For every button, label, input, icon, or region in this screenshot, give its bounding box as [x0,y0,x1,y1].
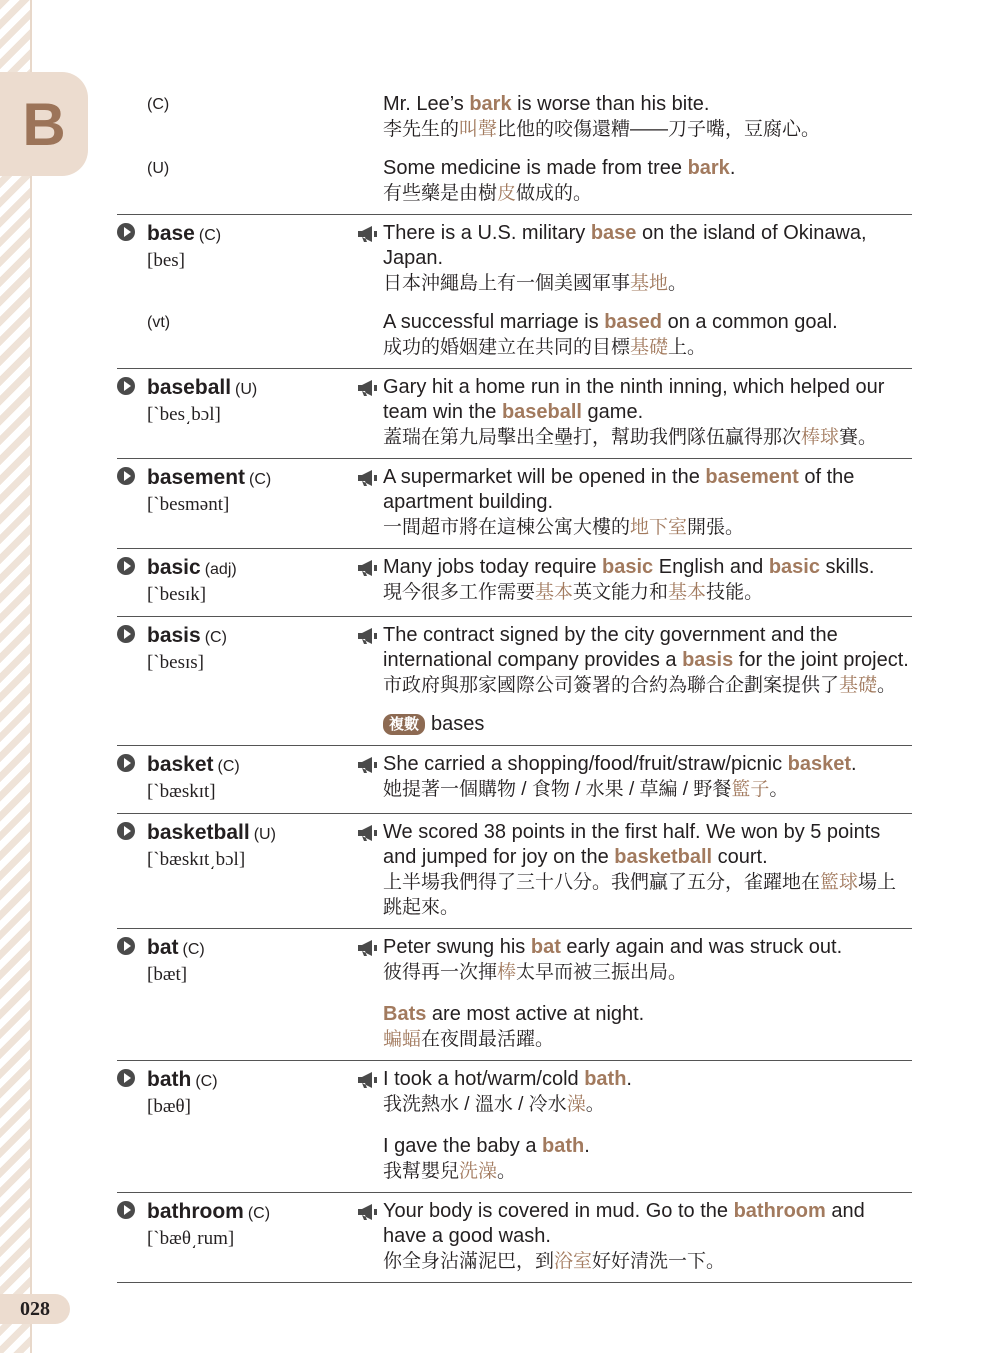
headword [147,1067,353,1094]
sense-row [117,820,912,920]
highlighted-keyword: 基本 [668,582,707,603]
audio-column [353,1199,383,1274]
text-run: for the joint project. [733,649,909,671]
example-sentence-en [383,1134,912,1159]
text-run: of the apartment building. [383,466,855,513]
text-run: 有些藥是由樹 [383,183,498,204]
text-run: skills. [819,556,875,578]
part-of-speech: (U) [147,160,170,177]
text-run: A supermarket will be opened in the [383,466,706,488]
headword-text: basic [147,556,201,579]
phonetic-transcription: [`besɪk] [147,584,207,605]
audio-column [353,221,383,296]
example-sentence-en [383,1002,912,1027]
text-run: 現今很多工作需要 [383,582,536,603]
audio-column [353,1002,383,1052]
audio-column [353,375,383,450]
headword [147,623,353,650]
text-run: on a common goal. [662,311,838,333]
highlighted-keyword: 基本 [535,582,574,603]
sense-row [117,156,912,206]
text-run: 市政府與那家國際公司簽署的合約為聯合企劃案提供了 [383,675,840,696]
audio-column [353,820,383,920]
sense-row [117,623,912,737]
part-of-speech: (C) [249,471,272,488]
headword-column [117,92,353,142]
highlighted-keyword: bathroom [733,1200,826,1222]
play-icon[interactable] [117,557,135,575]
text-run: is worse than his bite. [511,93,710,115]
play-icon[interactable] [117,223,135,241]
sense-row [117,92,912,142]
example-column [383,375,912,450]
highlighted-keyword: 蝙蝠 [383,1029,422,1050]
text-run: Some medicine is made from tree [383,157,688,179]
example-sentence-en [383,1067,912,1092]
highlighted-keyword: Bats [383,1003,427,1025]
example-sentence-zh [383,515,912,540]
example-sentence-en [383,221,912,271]
section-letter-tab: B [0,72,88,176]
text-run: 在夜間最活躍。 [421,1029,555,1050]
part-of-speech: (vt) [147,314,171,331]
speaker-icon[interactable] [357,379,379,397]
dictionary-entry [117,813,912,928]
example-column [383,555,912,608]
sense-row [117,1134,912,1184]
part-of-speech: (C) [182,941,205,958]
text-run: 我幫嬰兒 [383,1161,460,1182]
audio-column [353,752,383,805]
play-icon[interactable] [117,625,135,643]
headword [147,820,353,847]
dictionary-entry [117,458,912,548]
highlighted-keyword: 地下室 [630,517,688,538]
text-run: We scored 38 points in the first half. We won by 5 points and jumped for joy on the [383,821,881,868]
example-sentence-en [383,375,912,425]
text-run: 比他的咬傷還糟——刀子嘴，豆腐心。 [497,119,821,140]
highlighted-keyword: basic [602,556,654,578]
play-icon[interactable] [117,1201,135,1219]
audio-column [353,623,383,737]
example-sentence-zh [383,117,912,142]
text-run: Many jobs today require [383,556,603,578]
example-sentence-en [383,156,912,181]
audio-column [353,1134,383,1184]
sense-row [117,1199,912,1274]
page-number: 028 [0,1294,70,1324]
highlighted-keyword: base [590,222,637,244]
dictionary-entry [117,214,912,368]
text-run: 開張。 [687,517,745,538]
sense-row [117,310,912,360]
example-sentence-zh [383,1249,912,1274]
example-sentence-en [383,465,912,515]
example-column [383,221,912,296]
text-run: and have a good wash. [383,1200,865,1247]
highlighted-keyword: 棒 [497,962,517,983]
text-run: 太早而被三振出局。 [516,962,688,983]
text-run: 上。 [668,337,707,358]
part-of-speech: (C) [198,227,222,244]
dictionary-entry [117,1060,912,1192]
text-run: 彼得再一次揮 [383,962,498,983]
highlighted-keyword: 籃子 [731,779,770,800]
highlighted-keyword: 浴室 [554,1251,593,1272]
sense-row [117,221,912,296]
dictionary-entry [117,616,912,745]
headword-text: basketball [147,821,250,844]
dictionary-entry [117,368,912,458]
highlighted-keyword: basis [682,649,734,671]
example-sentence-zh [383,777,912,802]
speaker-icon[interactable] [357,756,379,774]
text-run: Your body is covered in mud. Go to the [383,1200,734,1222]
example-sentence-zh [383,1092,912,1117]
example-column [383,935,912,988]
phonetic-transcription: [bes] [147,250,185,271]
phonetic-transcription: [`besɪs] [147,652,204,673]
headword-text: bath [147,1068,192,1091]
headword [147,221,353,248]
headword-column [117,752,353,805]
dictionary-entry [117,745,912,813]
text-run: English and [653,556,769,578]
highlighted-keyword: bark [469,93,512,115]
play-icon[interactable] [117,937,135,955]
example-sentence-en [383,1199,912,1249]
highlighted-keyword: basic [768,556,820,578]
text-run: 你全身沾滿泥巴，到 [383,1251,555,1272]
highlighted-keyword: bath [584,1068,627,1090]
part-of-speech: (U) [235,381,258,398]
highlighted-keyword: 基地 [630,273,669,294]
text-run: A successful marriage is [383,311,605,333]
example-sentence-en [383,555,912,580]
dictionary-entry [117,1192,912,1283]
entry-list [117,92,912,1283]
text-run: 蓋瑞在第九局擊出全壘打，幫助我們隊伍贏得那次 [383,427,802,448]
headword-column [117,310,353,360]
highlighted-keyword: 基礎 [630,337,669,358]
sense-row [117,935,912,988]
headword-text: baseball [147,376,232,399]
text-run: 李先生的 [383,119,460,140]
text-run: early again and was struck out. [560,936,843,958]
highlighted-keyword: based [604,311,663,333]
part-of-speech: (U) [253,826,276,843]
example-sentence-en [383,310,912,335]
highlighted-keyword: 基礎 [839,675,878,696]
headword-column [117,1067,353,1120]
part-of-speech: (C) [217,758,240,775]
highlighted-keyword: 籃球 [820,872,859,893]
speaker-icon[interactable] [357,824,379,842]
sense-row [117,1067,912,1120]
text-run: 她提著一個購物 / 食物 / 水果 / 草編 / 野餐 [383,779,732,800]
headword-text: basement [147,466,246,489]
headword-text: bat [147,936,179,959]
audio-column [353,1067,383,1120]
text-run: 上半場我們得了三十八分。我們贏了五分，雀躍地在 [383,872,821,893]
dictionary-entry [117,92,912,214]
text-run: 做成的。 [516,183,593,204]
example-sentence-zh [383,425,912,450]
part-of-speech: (adj) [204,561,237,578]
headword-column [117,221,353,296]
text-run: The contract signed by the city government and the international company provides a [383,624,838,671]
highlighted-keyword: bat [530,936,561,958]
play-icon[interactable] [117,754,135,772]
sense-row [117,465,912,540]
example-column [383,465,912,540]
text-run: 一間超市將在這棟公寓大樓的 [383,517,631,538]
audio-column [353,310,383,360]
decorative-stripe [0,0,32,1353]
headword-text: bathroom [147,1200,244,1223]
example-column [383,1134,912,1184]
play-icon[interactable] [117,377,135,395]
speaker-icon[interactable] [357,939,379,957]
speaker-icon[interactable] [357,559,379,577]
text-run: . [584,1135,590,1157]
text-run: court. [712,846,768,868]
play-icon[interactable] [117,1069,135,1087]
example-column [383,820,912,920]
text-run: I gave the baby a [383,1135,543,1157]
speaker-icon[interactable] [357,225,379,243]
example-sentence-zh [383,271,912,296]
highlighted-keyword: basketball [614,846,713,868]
example-column [383,623,912,737]
headword-column [117,156,353,206]
phonetic-transcription: [`bes͵bɔl] [147,404,221,425]
text-run: I took a hot/warm/cold [383,1068,585,1090]
text-run: are most active at night. [426,1003,645,1025]
example-column [383,752,912,805]
highlighted-keyword: baseball [501,401,582,423]
text-run: on the island of Okinawa, Japan. [383,222,867,269]
audio-column [353,92,383,142]
text-run: 英文能力和 [573,582,669,603]
text-run: 。 [497,1161,517,1182]
example-sentence-en [383,820,912,870]
example-column [383,1067,912,1120]
highlighted-keyword: 叫聲 [459,119,498,140]
part-of-speech: (C) [147,96,170,113]
text-run: 技能。 [706,582,764,603]
example-sentence-en [383,935,912,960]
headword-column [117,1134,353,1184]
phonetic-transcription: [bæθ] [147,1096,191,1117]
headword-text: basis [147,624,201,647]
highlighted-keyword: basket [787,753,852,775]
part-of-speech: (C) [195,1073,218,1090]
audio-column [353,465,383,540]
sense-row [117,752,912,805]
example-sentence-en [383,752,912,777]
part-of-speech: (C) [247,1205,271,1222]
headword [147,752,353,779]
headword-column [117,375,353,450]
text-run: 場上跳起來。 [383,872,897,918]
highlighted-keyword: basement [705,466,799,488]
highlighted-keyword: 洗澡 [459,1161,498,1182]
text-run: 成功的婚姻建立在共同的目標 [383,337,631,358]
phonetic-transcription: [bæt] [147,964,188,985]
highlighted-keyword: bark [687,157,730,179]
headword-column [117,935,353,988]
example-sentence-en [383,92,912,117]
headword [147,555,353,582]
text-run: She carried a shopping/food/fruit/straw/picnic [383,753,788,775]
text-run: 日本沖繩島上有一個美國軍事 [383,273,631,294]
audio-column [353,156,383,206]
speaker-icon[interactable] [357,469,379,487]
text-run: 。 [877,675,897,696]
speaker-icon[interactable] [357,1203,379,1221]
example-sentence-zh [383,870,912,920]
headword [147,1199,353,1226]
plural-form [383,712,912,737]
example-sentence-zh [383,580,912,605]
example-column [383,92,912,142]
example-column [383,1199,912,1274]
phonetic-transcription: [`bæskɪt͵bɔl] [147,849,246,870]
play-icon[interactable] [117,822,135,840]
example-sentence-zh [383,181,912,206]
text-run: Gary hit a home run in the ninth inning, which helped our team win the [383,376,885,423]
audio-column [353,555,383,608]
plural-text: bases [431,713,485,735]
text-run: . [729,157,736,179]
headword [147,465,353,492]
headword-column [117,820,353,920]
sense-row [117,555,912,608]
text-run: 我洗熱水 / 溫水 / 冷水 [383,1094,567,1115]
text-run: game. [582,401,644,423]
example-sentence-zh [383,960,912,985]
sense-row [117,1002,912,1052]
speaker-icon[interactable] [357,627,379,645]
headword-text: basket [147,753,214,776]
text-run: 。 [668,273,688,294]
example-sentence-zh [383,1027,912,1052]
example-sentence-zh [383,673,912,698]
example-sentence-en [383,623,912,673]
example-column [383,310,912,360]
play-icon[interactable] [117,467,135,485]
phonetic-transcription: [`besmənt] [147,494,230,515]
text-run: Peter swung his [383,936,531,958]
headword [147,375,353,402]
text-run: 賽。 [839,427,878,448]
text-run: There is a U.S. military [383,222,591,244]
example-sentence-zh [383,1159,912,1184]
dictionary-entry [117,928,912,1060]
phonetic-transcription: [`bæskɪt] [147,781,216,802]
plural-badge: 複數 [383,714,425,735]
phonetic-transcription: [`bæθ͵rum] [147,1228,235,1249]
text-run: 好好清洗一下。 [592,1251,726,1272]
sense-row [117,375,912,450]
text-run: Mr. Lee’s [383,93,470,115]
text-run: . [626,1068,632,1090]
text-run: 。 [585,1094,605,1115]
highlighted-keyword: 澡 [566,1094,586,1115]
highlighted-keyword: 棒球 [801,427,840,448]
audio-column [353,935,383,988]
example-sentence-zh [383,335,912,360]
speaker-icon[interactable] [357,1071,379,1089]
text-run: 。 [769,779,789,800]
highlighted-keyword: 皮 [497,183,517,204]
headword-column [117,623,353,737]
headword-text: base [147,222,195,245]
example-column [383,156,912,206]
headword-column [117,1002,353,1052]
headword-column [117,465,353,540]
highlighted-keyword: bath [542,1135,585,1157]
text-run: . [851,753,857,775]
headword [147,935,353,962]
part-of-speech: (C) [204,629,227,646]
dictionary-entry [117,548,912,616]
example-column [383,1002,912,1052]
headword-column [117,555,353,608]
headword-column [117,1199,353,1274]
